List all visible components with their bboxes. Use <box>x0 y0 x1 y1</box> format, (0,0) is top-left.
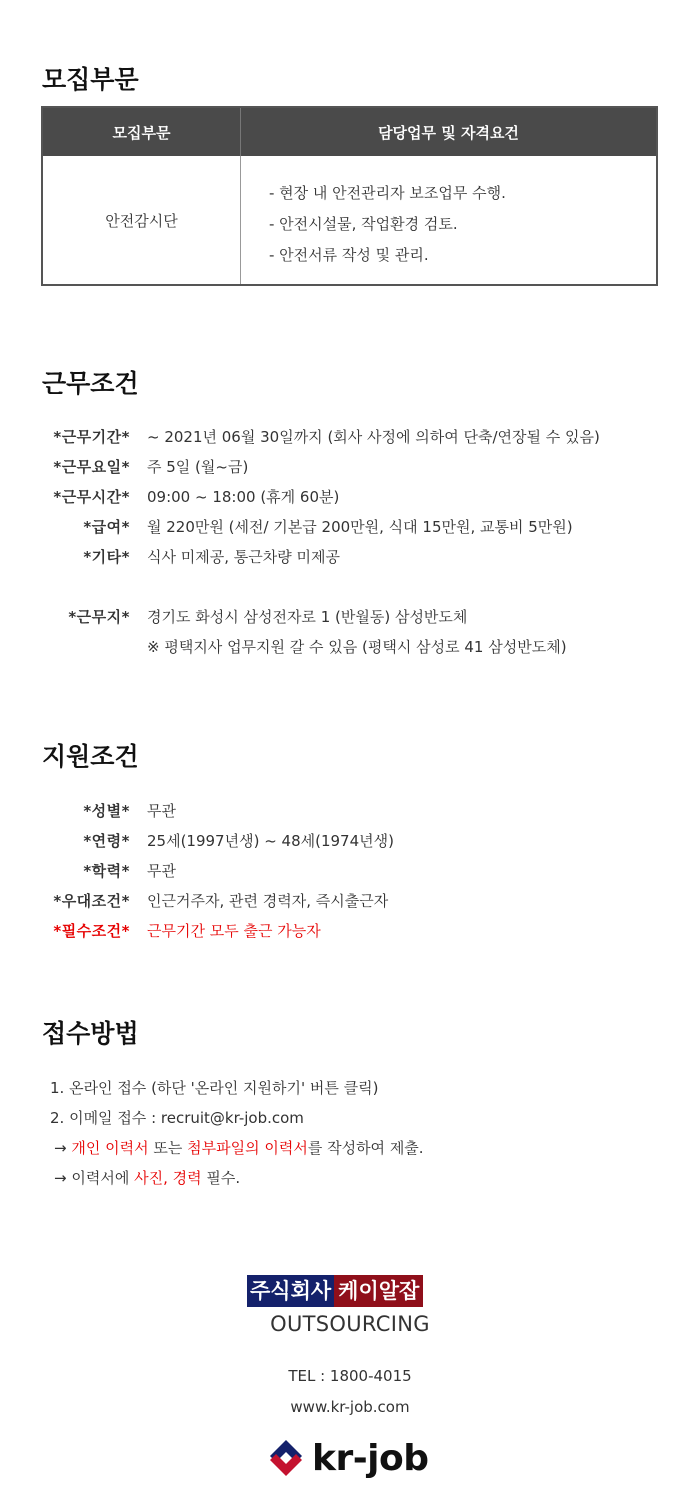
apply-note-resume <box>54 1137 424 1158</box>
table-header-row <box>43 108 656 156</box>
brand-subtitle: OUTSOURCING <box>270 1312 430 1336</box>
requirement-row-gender <box>0 795 700 825</box>
duty-item: - 안전시설물, 작업환경 검토. <box>269 215 458 233</box>
arrow-icon: → <box>54 1139 67 1157</box>
condition-label: *급여* <box>83 517 130 536</box>
workplace-note: ※ 평택지사 업무지원 갈 수 있음 (평택시 삼성로 41 삼성반도체) <box>147 638 567 656</box>
kr-job-logo <box>264 1436 428 1480</box>
arrow-icon: → <box>54 1169 67 1187</box>
contact-tel: TEL : 1800-4015 <box>288 1367 412 1385</box>
requirement-row-education <box>0 855 700 885</box>
condition-label: *기타* <box>83 547 130 566</box>
workplace-label: *근무지* <box>68 607 130 626</box>
section-title-recruit: 모집부문 <box>42 65 139 94</box>
condition-label: *근무시간* <box>53 487 130 506</box>
requirement-value: 인근거주자, 관련 경력자, 즉시출근자 <box>147 891 389 910</box>
requirement-label: *우대조건* <box>53 891 130 910</box>
table-row <box>43 156 656 284</box>
requirement-row-age <box>0 825 700 855</box>
table-header-duties: 담당업무 및 자격요건 <box>378 123 519 142</box>
company-brand <box>247 1275 423 1307</box>
brand-part-name: 케이알잡 <box>334 1275 423 1307</box>
requirement-row-mandatory <box>0 915 700 945</box>
highlight-text: 개인 이력서 <box>71 1139 149 1157</box>
condition-row-days <box>0 451 700 481</box>
requirement-value: 25세(1997년생) ~ 48세(1974년생) <box>147 831 394 850</box>
recruitment-table <box>41 106 658 286</box>
contact-website[interactable]: www.kr-job.com <box>290 1398 410 1416</box>
note-text: 또는 <box>153 1139 183 1157</box>
condition-value: 월 220만원 (세전/ 기본급 200만원, 식대 15만원, 교통비 5만원) <box>147 517 573 536</box>
requirement-value: 근무기간 모두 출근 가능자 <box>147 921 321 940</box>
requirement-label: *학력* <box>83 861 130 880</box>
table-cell-duties <box>241 156 656 284</box>
apply-step-online: 1. 온라인 접수 (하단 '온라인 지원하기' 버튼 클릭) <box>50 1079 379 1097</box>
requirement-row-preferred <box>0 885 700 915</box>
condition-value: 주 5일 (월~금) <box>147 457 249 476</box>
condition-value: 식사 미제공, 통근차량 미제공 <box>147 547 340 566</box>
section-title-requirements: 지원조건 <box>42 742 139 771</box>
condition-value: ~ 2021년 06월 30일까지 (회사 사정에 의하여 단축/연장될 수 있음) <box>147 427 600 446</box>
apply-note-photo <box>54 1167 240 1188</box>
duty-item: - 안전서류 작성 및 관리. <box>269 246 429 264</box>
highlight-text: 첨부파일의 이력서 <box>187 1139 308 1157</box>
condition-row-period <box>0 421 700 451</box>
section-title-apply: 접수방법 <box>42 1019 139 1048</box>
note-text: 를 작성하여 제출. <box>307 1139 424 1157</box>
condition-label: *근무기간* <box>53 427 130 446</box>
requirement-label: *필수조건* <box>53 921 130 940</box>
apply-step-email: 2. 이메일 접수 : recruit@kr-job.com <box>50 1109 304 1127</box>
table-header-position: 모집부문 <box>43 108 241 156</box>
requirement-value: 무관 <box>147 801 176 820</box>
section-title-conditions: 근무조건 <box>42 369 139 398</box>
logo-wordmark: kr-job <box>312 1437 429 1479</box>
workplace-value: 경기도 화성시 삼성전자로 1 (반월동) 삼성반도체 <box>147 607 468 626</box>
table-cell-position: 안전감시단 <box>43 156 241 284</box>
highlight-text: 사진, 경력 <box>134 1169 202 1187</box>
requirement-label: *연령* <box>83 831 130 850</box>
requirement-value: 무관 <box>147 861 176 880</box>
note-text: 필수. <box>206 1169 241 1187</box>
condition-row-etc <box>0 541 700 571</box>
kr-job-logo-icon <box>264 1436 308 1480</box>
condition-row-salary <box>0 511 700 541</box>
requirement-label: *성별* <box>83 801 130 820</box>
condition-value: 09:00 ~ 18:00 (휴게 60분) <box>147 487 340 506</box>
condition-row-workplace <box>0 601 700 631</box>
condition-row-hours <box>0 481 700 511</box>
brand-part-company: 주식회사 <box>247 1275 334 1307</box>
duty-item: - 현장 내 안전관리자 보조업무 수행. <box>269 184 506 202</box>
condition-label: *근무요일* <box>53 457 130 476</box>
note-text: 이력서에 <box>71 1169 130 1187</box>
